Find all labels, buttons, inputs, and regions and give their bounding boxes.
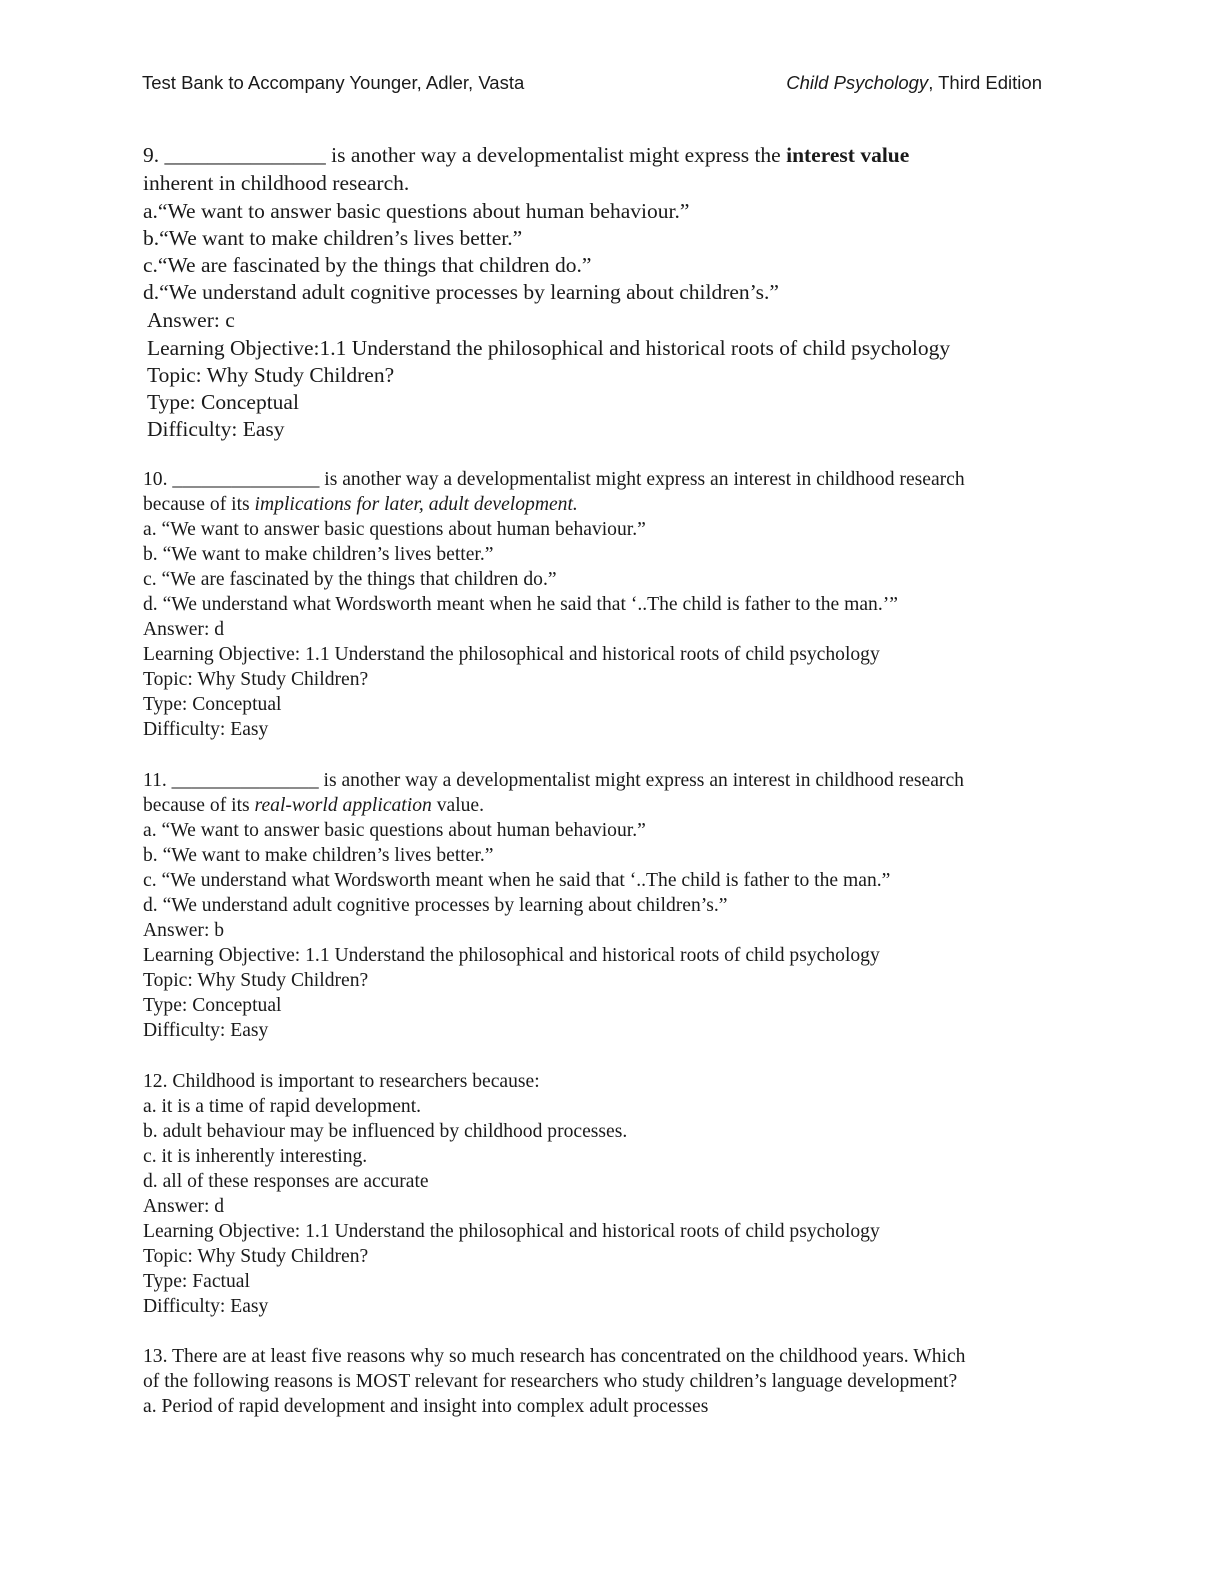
question-stem-bold: interest value [786, 143, 910, 167]
difficulty: Difficulty: Easy [143, 1020, 269, 1041]
option-a: a. Period of rapid development and insight into complex adult processes [143, 1396, 709, 1417]
question-stem-text: is another way a developmentalist might express an interest in childhood research [319, 469, 965, 490]
question-10-stem-line1 [143, 469, 965, 491]
difficulty: Difficulty: Easy [143, 719, 269, 740]
topic: Topic: Why Study Children? [143, 970, 369, 991]
answer-blank: _______________ [164, 143, 326, 167]
question-13-stem-line2: of the following reasons is MOST relevant for researchers who study children’s language development? [143, 1371, 958, 1392]
option-b: b.“We want to make children’s lives better.” [143, 226, 523, 250]
option-c: c. it is inherently interesting. [143, 1146, 368, 1167]
option-b: b. “We want to make children’s lives better.” [143, 544, 494, 565]
option-d: d. all of these responses are accurate [143, 1171, 429, 1192]
option-d: d. “We understand adult cognitive processes by learning about children’s.” [143, 895, 728, 916]
stem-italic: implications for later, adult development. [254, 494, 578, 515]
difficulty: Difficulty: Easy [143, 1296, 269, 1317]
learning-objective: Learning Objective: 1.1 Understand the philosophical and historical roots of child psychology [143, 644, 880, 665]
option-b: b. adult behaviour may be influenced by childhood processes. [143, 1121, 628, 1142]
answer-line: Answer: c [147, 308, 235, 332]
question-9-stem-line2: inherent in childhood research. [143, 171, 410, 195]
learning-objective: Learning Objective:1.1 Understand the philosophical and historical roots of child psychology [147, 336, 951, 360]
option-c: c.“We are fascinated by the things that children do.” [143, 253, 592, 277]
option-a: a. “We want to answer basic questions about human behaviour.” [143, 519, 646, 540]
question-type: Type: Factual [143, 1271, 250, 1292]
difficulty: Difficulty: Easy [147, 417, 285, 441]
learning-objective: Learning Objective: 1.1 Understand the philosophical and historical roots of child psychology [143, 945, 880, 966]
question-11-stem-line1 [143, 770, 964, 792]
question-number: 9. [143, 143, 160, 167]
header-left-text: Test Bank to Accompany Younger, Adler, Vasta [142, 72, 525, 93]
question-type: Type: Conceptual [143, 995, 282, 1016]
stem-text-end: value. [431, 795, 485, 816]
question-10-stem-line2 [143, 494, 578, 516]
question-12-stem: 12. Childhood is important to researchers because: [143, 1071, 540, 1092]
header-edition: , Third Edition [928, 72, 1042, 93]
header-book-title: Child Psychology [786, 72, 929, 93]
answer-line: Answer: d [143, 1196, 225, 1217]
answer-line: Answer: d [143, 619, 225, 640]
answer-blank: _______________ [171, 770, 319, 791]
option-a: a. “We want to answer basic questions about human behaviour.” [143, 820, 646, 841]
question-number: 11. [143, 770, 167, 791]
option-d: d.“We understand adult cognitive processes by learning about children’s.” [143, 280, 779, 304]
question-type: Type: Conceptual [143, 694, 282, 715]
question-11-stem-line2 [143, 795, 484, 817]
topic: Topic: Why Study Children? [143, 1246, 369, 1267]
option-a: a. it is a time of rapid development. [143, 1096, 422, 1117]
option-b: b. “We want to make children’s lives better.” [143, 845, 494, 866]
learning-objective: Learning Objective: 1.1 Understand the philosophical and historical roots of child psychology [143, 1221, 880, 1242]
answer-blank: _______________ [172, 469, 320, 490]
stem-text: because of its [143, 795, 255, 816]
option-a: a.“We want to answer basic questions about human behaviour.” [143, 199, 690, 223]
question-number: 10. [143, 469, 168, 490]
option-d: d. “We understand what Wordsworth meant when he said that ‘..The child is father to the man.’” [143, 594, 898, 615]
question-stem-text: is another way a developmentalist might express the [325, 143, 787, 167]
question-type: Type: Conceptual [147, 390, 299, 414]
topic: Topic: Why Study Children? [143, 669, 369, 690]
option-c: c. “We are fascinated by the things that children do.” [143, 569, 557, 590]
option-c: c. “We understand what Wordsworth meant when he said that ‘..The child is father to the man.” [143, 870, 891, 891]
question-13-stem-line1: 13. There are at least five reasons why so much research has concentrated on the childhood years. Which [143, 1346, 966, 1367]
topic: Topic: Why Study Children? [147, 363, 395, 387]
stem-text: because of its [143, 494, 255, 515]
stem-italic: real-world application [254, 795, 432, 816]
question-9-stem-line1 [143, 143, 909, 168]
question-stem-text: is another way a developmentalist might express an interest in childhood research [318, 770, 964, 791]
answer-line: Answer: b [143, 920, 225, 941]
